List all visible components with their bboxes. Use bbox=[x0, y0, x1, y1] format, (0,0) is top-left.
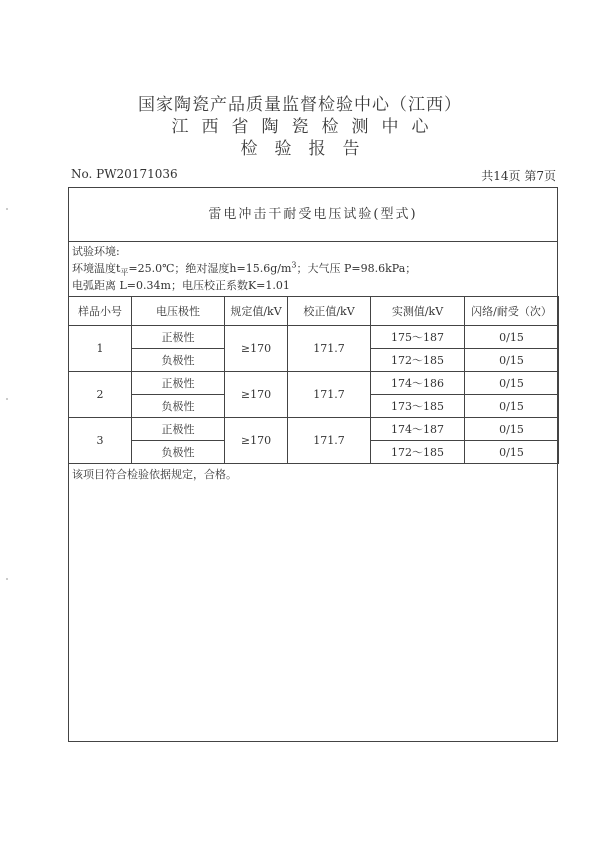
report-title: 检验报告 bbox=[240, 139, 377, 159]
sample-id: 3 bbox=[69, 418, 132, 464]
result-cell: 0/15 bbox=[465, 395, 559, 418]
measured-cell: 173～185 bbox=[371, 395, 465, 418]
measured-cell: 172～185 bbox=[371, 349, 465, 372]
spec-cell: ≥170 bbox=[225, 418, 288, 464]
environment-conditions bbox=[72, 260, 416, 276]
report-frame bbox=[68, 187, 558, 742]
result-cell: 0/15 bbox=[465, 441, 559, 464]
scan-speck bbox=[6, 398, 8, 400]
scan-speck bbox=[6, 208, 8, 210]
table-row bbox=[69, 326, 559, 349]
scan-speck bbox=[6, 578, 8, 580]
report-number: No. PW20171036 bbox=[71, 167, 178, 181]
header-polarity: 电压极性 bbox=[132, 297, 225, 326]
table-row bbox=[69, 418, 559, 441]
page-indicator: 共14页 第7页 bbox=[481, 169, 556, 183]
sample-id: 1 bbox=[69, 326, 132, 372]
table-row bbox=[69, 372, 559, 395]
measured-cell: 174～187 bbox=[371, 418, 465, 441]
spec-cell: ≥170 bbox=[225, 372, 288, 418]
measured-cell: 172～185 bbox=[371, 441, 465, 464]
result-cell: 0/15 bbox=[465, 349, 559, 372]
result-table bbox=[68, 296, 559, 464]
pressure-value: ；大气压 P=98.6kPa； bbox=[296, 262, 417, 275]
result-cell: 0/15 bbox=[465, 326, 559, 349]
conclusion-text: 该项目符合检验依据规定，合格。 bbox=[72, 468, 237, 481]
corrected-cell: 171.7 bbox=[288, 372, 371, 418]
measured-cell: 174～186 bbox=[371, 372, 465, 395]
sample-id: 2 bbox=[69, 372, 132, 418]
institution-name: 国家陶瓷产品质量监督检验中心（江西） bbox=[138, 95, 462, 115]
polarity-cell: 负极性 bbox=[132, 441, 225, 464]
result-cell: 0/15 bbox=[465, 372, 559, 395]
test-title: 雷电冲击干耐受电压试验(型式) bbox=[69, 188, 557, 242]
center-name: 江西省陶瓷检测中心 bbox=[171, 117, 442, 137]
measured-cell: 175～187 bbox=[371, 326, 465, 349]
arc-distance-line: 电弧距离 L=0.34m；电压校正系数K=1.01 bbox=[72, 279, 290, 292]
polarity-cell: 正极性 bbox=[132, 372, 225, 395]
temperature-humidity: =25.0℃；绝对湿度h=15.6g/m bbox=[128, 262, 292, 275]
polarity-cell: 正极性 bbox=[132, 326, 225, 349]
header-spec-value: 规定值/kV bbox=[225, 297, 288, 326]
corrected-cell: 171.7 bbox=[288, 326, 371, 372]
humidity-superscript: 3 bbox=[291, 260, 297, 270]
corrected-cell: 171.7 bbox=[288, 418, 371, 464]
header-sample-no: 样品小号 bbox=[69, 297, 132, 326]
temperature-prefix: 环境温度t bbox=[72, 262, 121, 275]
polarity-cell: 负极性 bbox=[132, 395, 225, 418]
environment-label: 试验环境: bbox=[72, 245, 120, 258]
header-corrected-value: 校正值/kV bbox=[288, 297, 371, 326]
temperature-subscript: 平 bbox=[120, 268, 129, 278]
result-cell: 0/15 bbox=[465, 418, 559, 441]
polarity-cell: 负极性 bbox=[132, 349, 225, 372]
spec-cell: ≥170 bbox=[225, 326, 288, 372]
header-flashover-withstand: 闪络/耐受（次） bbox=[465, 297, 559, 326]
polarity-cell: 正极性 bbox=[132, 418, 225, 441]
header-measured-value: 实测值/kV bbox=[371, 297, 465, 326]
table-header-row bbox=[69, 297, 559, 326]
